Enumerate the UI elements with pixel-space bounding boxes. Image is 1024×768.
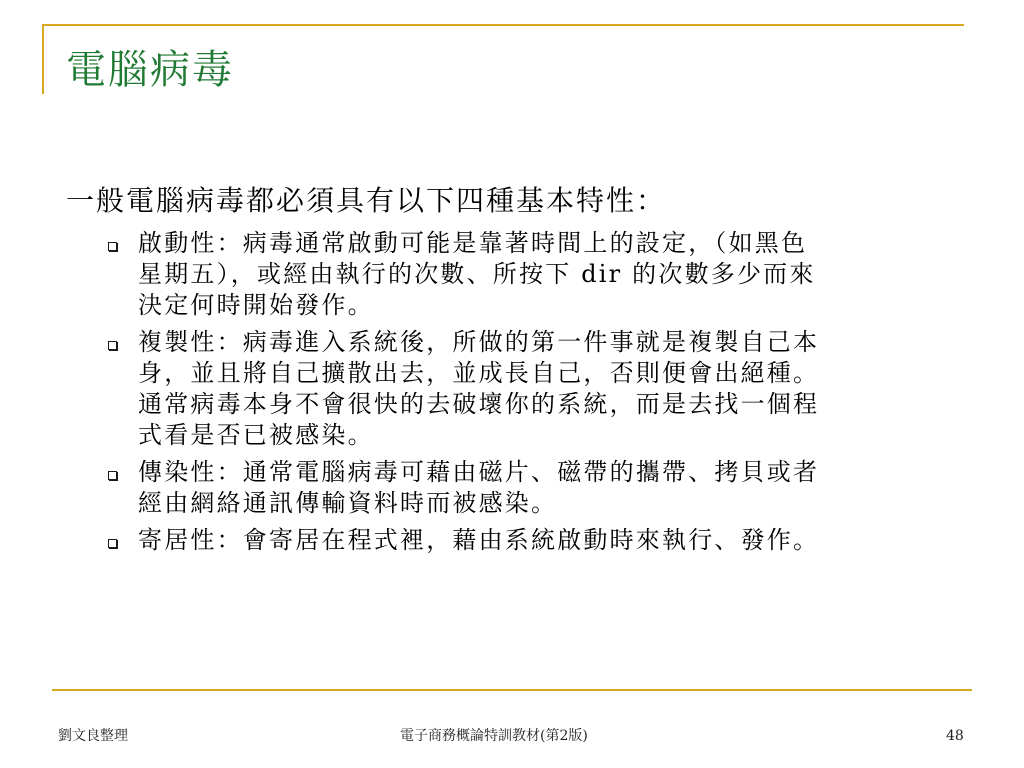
list-item: [66, 327, 966, 451]
bullet-list: [66, 228, 966, 556]
list-item-text: 複製性：病毒進入系統後，所做的第一件事就是複製自己本 身，並且將自己擴散出去，並成長自己，否則便會出絕種。 通常病毒本身不會很快的去破壞你的系統，而是去找一個程 式看是否已被感染。: [138, 328, 820, 449]
lead-text: 一般電腦病毒都必須具有以下四種基本特性：: [66, 184, 667, 217]
slide-body: [66, 182, 966, 562]
list-item: [66, 457, 966, 519]
footer-author: 劉文良整理: [58, 728, 128, 744]
list-item-text: 寄居性：會寄居在程式裡，藉由系統啟動時來執行、發作。: [138, 526, 820, 554]
hollow-square-bullet-icon: [108, 471, 117, 480]
bottom-rule: [52, 689, 972, 691]
list-item: [66, 228, 966, 321]
list-item: [66, 525, 966, 556]
list-item-text: 啟動性：病毒通常啟動可能是靠著時間上的設定，（如黑色 星期五），或經由執行的次數、所按下 dir 的次數多少而來 決定何時開始發作。: [138, 229, 816, 319]
slide-title: 電腦病毒: [66, 47, 234, 93]
footer-course-title: 電子商務概論特訓教材(第2版): [400, 728, 588, 744]
left-accent-rule: [42, 24, 44, 94]
hollow-square-bullet-icon: [108, 341, 117, 350]
list-item-text: 傳染性：通常電腦病毒可藉由磁片、磁帶的攜帶、拷貝或者 經由網絡通訊傳輸資料時而被感染。: [138, 458, 820, 517]
hollow-square-bullet-icon: [108, 242, 117, 251]
hollow-square-bullet-icon: [108, 539, 117, 548]
page-number: 48: [946, 728, 964, 744]
top-rule: [42, 24, 964, 26]
